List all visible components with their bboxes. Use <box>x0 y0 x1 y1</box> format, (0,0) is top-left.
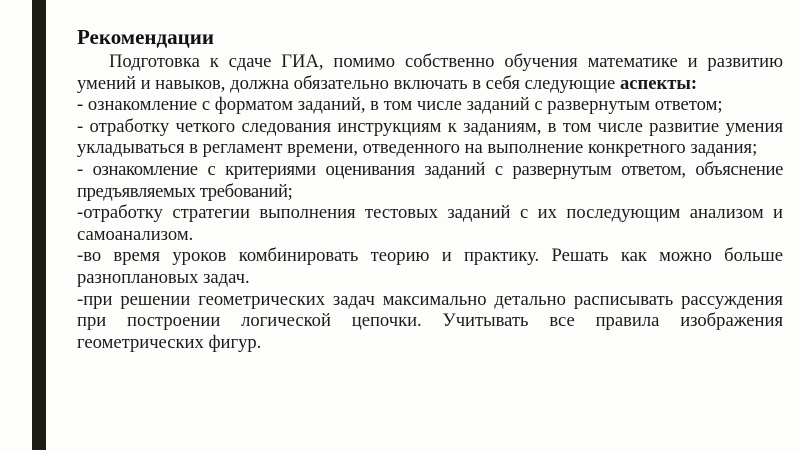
recommendation-item-instructions: - отработку четкого следования инструкциям к заданиям, в том числе развитие умения укладываться в регламент времени, отведенного на выполнение конкретного задания; <box>77 115 783 159</box>
slide-content <box>77 25 783 353</box>
intro-paragraph <box>77 51 783 94</box>
slide-title: Рекомендации <box>77 25 214 49</box>
intro-text: Подготовка к сдаче ГИА, помимо собственно обучения математике и развитию умений и навыков, должна обязательно включать в себя следующие <box>77 51 783 94</box>
recommendation-item-theory-practice: -во время уроков комбинировать теорию и практику. Решать как можно больше разноплановых задач. <box>77 245 783 288</box>
recommendation-item-geometry: -при решении геометрических задач максимально детально расписывать рассуждения при построении логической цепочки. Учитывать все правила изображения геометрических фигур. <box>77 288 783 353</box>
intro-bold-term: аспекты: <box>619 72 698 94</box>
recommendation-item-criteria: - ознакомление с критериями оценивания заданий с развернутым ответом, объяснение предъявляемых требований; <box>77 158 783 202</box>
recommendation-item-strategy: -отработку стратегии выполнения тестовых заданий с их последующим анализом и самоанализом. <box>77 202 783 245</box>
slide-accent-bar <box>32 0 46 450</box>
recommendation-item-format: - ознакомление с форматом заданий, в том числе заданий с развернутым ответом; <box>77 94 723 116</box>
